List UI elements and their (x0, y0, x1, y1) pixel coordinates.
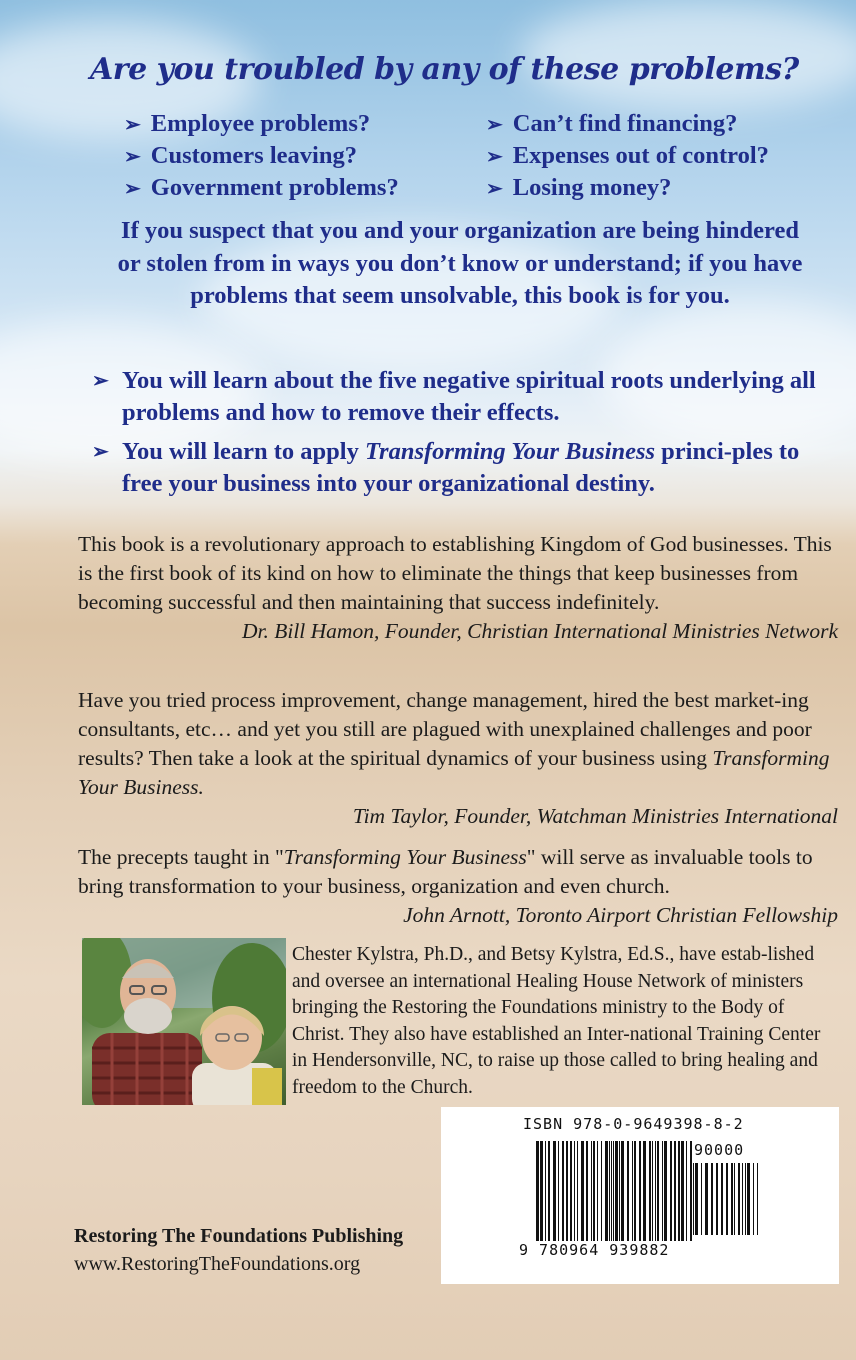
barcode-bar (615, 1141, 618, 1241)
arrow-bullet-icon: ➢ (486, 146, 503, 168)
barcode-bar (562, 1141, 564, 1241)
barcode-bar (721, 1163, 723, 1235)
barcode-bar (686, 1141, 687, 1241)
problem-item: ➢ Losing money? (486, 174, 672, 201)
barcode-bar (632, 1141, 633, 1241)
learning-bullet: ➢ You will learn about the five negative spiritual roots underlying all problems and how to remove their effects. (92, 367, 816, 426)
barcode-bar (634, 1141, 636, 1241)
barcode-bar (705, 1163, 708, 1235)
barcode-bar (591, 1141, 592, 1241)
barcode-bar (674, 1141, 676, 1241)
isbn-number: ISBN 978-0-9649398-8-2 (523, 1115, 744, 1133)
endorsement-attribution: Tim Taylor, Founder, Watchman Ministries International (352, 804, 838, 828)
barcode-bar (662, 1141, 663, 1241)
barcode-bar (691, 1163, 692, 1235)
barcode-bar (597, 1141, 598, 1241)
authors-photo-illustration (82, 938, 286, 1105)
publisher-name: Restoring The Foundations Publishing (74, 1225, 404, 1247)
barcode-bar (581, 1141, 584, 1241)
arrow-bullet-icon: ➢ (486, 114, 503, 136)
barcode-bar (548, 1141, 550, 1241)
problem-item: ➢ Customers leaving? (124, 142, 357, 169)
arrow-bullet-icon: ➢ (92, 441, 109, 463)
barcode-bar (553, 1141, 556, 1241)
problem-item: ➢ Employee problems? (124, 110, 371, 137)
headline: Are you troubled by any of these problems? (90, 52, 799, 87)
barcode-bar (536, 1141, 539, 1241)
barcode-bar (652, 1141, 653, 1241)
barcode-bar (734, 1163, 735, 1235)
endorsement-attribution: John Arnott, Toronto Airport Christian Fellowship (403, 903, 838, 927)
barcode-bar (621, 1141, 624, 1241)
barcode-bar (605, 1141, 608, 1241)
barcode-bar (711, 1163, 713, 1235)
barcode-bar (731, 1163, 733, 1235)
barcode-bar (643, 1141, 646, 1241)
barcode-bar (693, 1163, 694, 1235)
publisher-website: www.RestoringTheFoundations.org (74, 1253, 361, 1275)
problem-item: ➢ Government problems? (124, 174, 399, 201)
barcode-bar (611, 1141, 612, 1241)
arrow-bullet-icon: ➢ (124, 114, 141, 136)
barcode-bar (742, 1163, 743, 1235)
barcode-bar (657, 1141, 659, 1241)
barcode-bar (753, 1163, 754, 1235)
barcode-bar (716, 1163, 718, 1235)
barcode-bar (601, 1141, 602, 1241)
barcode-bar (745, 1163, 746, 1235)
barcode-bar (664, 1141, 667, 1241)
barcode-bar (681, 1141, 684, 1241)
barcode-bar (558, 1141, 559, 1241)
barcode-bar (566, 1141, 568, 1241)
arrow-bullet-icon: ➢ (486, 178, 503, 200)
ean-digits: 9 780964 939882 (519, 1241, 670, 1259)
barcode-bar (593, 1141, 595, 1241)
barcode-bar (545, 1141, 546, 1241)
authors-photo (82, 938, 286, 1105)
price-barcode (691, 1163, 761, 1235)
barcode-bar (747, 1163, 750, 1235)
barcode-bar (609, 1141, 610, 1241)
endorsement-quote: The precepts taught in "Transforming Your Business" will serve as invaluable tools to bring transformation to your business, organization and even church. John Arnott, Toronto Airport Christian Fellowship (78, 843, 838, 930)
authors-bio: Chester Kylstra, Ph.D., and Betsy Kylstra, Ed.S., have estab-lished and oversee an international Healing House Network of ministers bringing the Restoring the Foundations ministry to the Body of Christ. They also have established an Inter-national Training Center in Hendersonville, NC, to raise up those called to bring healing and freedom to the Church. (292, 944, 821, 1098)
barcode-bar (619, 1141, 620, 1241)
barcode-bar (678, 1141, 680, 1241)
endorsement-quote: Have you tried process improvement, change management, hired the best market-ing consultants, etc… and yet you still are plagued with unexplained challenges and poor results? Then take a look at the spiritual dynamics of your business using Transforming Your Business. Tim Taylor, Founder, Watchman Ministries International (78, 686, 838, 831)
barcode-bar (627, 1141, 629, 1241)
barcode-bar (726, 1163, 728, 1235)
barcode-bar (586, 1141, 588, 1241)
barcode-bar (639, 1141, 641, 1241)
barcode-bar (577, 1141, 578, 1241)
price-code: 90000 (694, 1141, 745, 1159)
endorsement-attribution: Dr. Bill Hamon, Founder, Christian International Ministries Network (241, 619, 838, 643)
barcode-bar (570, 1141, 572, 1241)
barcode-panel (441, 1107, 839, 1284)
barcode-bar (757, 1163, 758, 1235)
barcode-bar (574, 1141, 575, 1241)
intro-paragraph: If you suspect that you and your organization are being hindered or stolen from in ways you don’t know or understand; if you have problems that seem unsolvable, this book is for you. (117, 217, 803, 309)
publisher-block (74, 1222, 403, 1278)
barcode-bar (738, 1163, 740, 1235)
learning-bullet: ➢ You will learn to apply Transforming Your Business princi-ples to free your business into your organizational destiny. (92, 438, 800, 497)
barcode-bar (613, 1141, 614, 1241)
endorsement-quote: This book is a revolutionary approach to establishing Kingdom of God businesses. This is the first book of its kind on how to eliminate the things that keep businesses from becoming successful and then maintaining that success indefinitely. Dr. Bill Hamon, Founder, Christian International Ministries Network (78, 530, 838, 646)
ean-barcode (536, 1141, 696, 1241)
arrow-bullet-icon: ➢ (124, 146, 141, 168)
barcode-bar (695, 1163, 698, 1235)
barcode-bar (540, 1141, 543, 1241)
barcode-bar (701, 1163, 702, 1235)
problem-item: ➢ Expenses out of control? (486, 142, 769, 169)
problem-item: ➢ Can’t find financing? (486, 110, 738, 137)
barcode-bar (670, 1141, 672, 1241)
barcode-bar (655, 1141, 656, 1241)
barcode-bar (649, 1141, 651, 1241)
arrow-bullet-icon: ➢ (124, 178, 141, 200)
arrow-bullet-icon: ➢ (92, 370, 109, 392)
